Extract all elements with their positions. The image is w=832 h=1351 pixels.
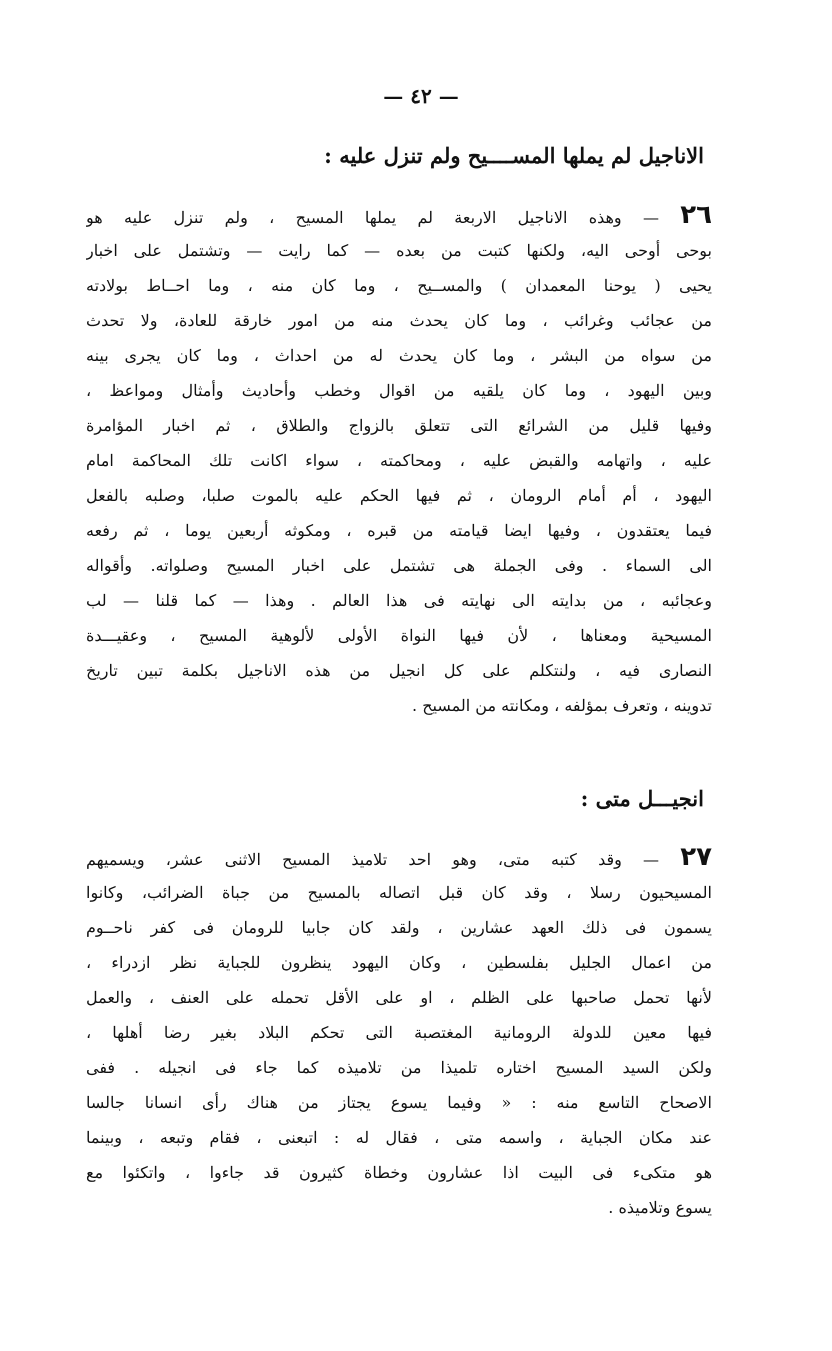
paragraph-number: ٢٦ — [680, 200, 712, 230]
paragraph-line: ولكن السيد المسيح اختاره تلميذا من تلاميذه كما جاء فى انجيله . ففى — [86, 1058, 712, 1077]
paragraph-line: اليهود ، أم أمام الرومان ، ثم فيها الحكم عليه بالموت صلبا، وصلبه بالفعل — [86, 486, 712, 505]
paragraph-line: المسيحية ومعناها ، لأن فيها النواة الأولى لألوهية المسيح ، وعقيـــدة — [86, 626, 712, 645]
paragraph-line: لأنها تحمل صاحبها على الظلم ، او على الأقل تحمله على العنف ، والعمل — [86, 988, 712, 1007]
paragraph-line: يحيى ( يوحنا المعمدان ) والمســيح ، وما كان منه ، وما احــاط بولادته — [86, 276, 712, 295]
paragraph-line: من سواه من البشر ، وما كان يحدث له من احداث ، وما كان يجرى بينه — [86, 346, 712, 365]
paragraph-line: هو متكىء فى البيت اذا عشارون وخطاة كثيرون قد جاءوا ، واتكئوا مع — [86, 1163, 712, 1182]
paragraph-first-line — [86, 198, 712, 233]
page-number: — ٤٢ — — [383, 84, 459, 108]
paragraph-line: عليه ، واتهامه والقبض عليه ، ومحاكمته ، سواء اكانت تلك المحاكمة امام — [86, 451, 712, 470]
paragraph-line: عند مكان الجباية ، واسمه متى ، فقال له : اتبعنى ، فقام وتبعه ، وبينما — [86, 1128, 712, 1147]
paragraph-line: فيما يعتقدون ، وفيها ايضا قيامته من قبره ، ومكوثه أربعين يوما ، ثم رفعه — [86, 521, 712, 540]
paragraph-line: وعجائبه ، من بدايته الى نهايته فى هذا العالم . وهذا — كما قلنا — لب — [86, 591, 712, 610]
section-title-gospels: الاناجيل لم يملها المســــيح ولم تنزل عليه : — [324, 143, 704, 168]
paragraph-line: من اعمال الجليل بفلسطين ، وكان اليهود ينظرون للجباية نظر ازدراء ، — [86, 953, 712, 972]
paragraph-27 — [86, 840, 712, 1225]
paragraph-line: الاصحاح التاسع منه : « وفيما يسوع يجتاز من هناك رأى انسانا جالسا — [86, 1093, 712, 1112]
paragraph-line: — وقد كتبه متى، وهو احد تلاميذ المسيح الاثنى عشر، ويسميهم — [86, 850, 681, 869]
paragraph-number: ٢٧ — [680, 842, 712, 872]
paragraph-26 — [86, 198, 712, 723]
paragraph-line: وبين اليهود ، وما كان يلقيه من اقوال وخطب وأحاديث وأمثال ومواعظ ، — [86, 381, 712, 400]
paragraph-line: الى السماء . وفى الجملة هى تشتمل على اخبار المسيح وصلواته. وأقواله — [86, 556, 712, 575]
paragraph-first-line — [86, 840, 712, 875]
paragraph-line: — وهذه الاناجيل الاربعة لم يملها المسيح ، ولم تنزل عليه هو — [86, 208, 681, 227]
paragraph-line: وفيها قليل من الشرائع التى تتعلق بالزواج والطلاق ، ثم اخبار المؤامرة — [86, 416, 712, 435]
paragraph-line: من عجائب وغرائب ، وما كان يحدث منه من امور خارقة للعادة، ولا تحدث — [86, 311, 712, 330]
paragraph-line: بوحى أوحى اليه، ولكنها كتبت من بعده — كما رايت — وتشتمل على اخبار — [86, 241, 712, 260]
paragraph-line: فيها معين للدولة الرومانية المغتصبة التى تحكم البلاد بغير رضا أهلها ، — [86, 1023, 712, 1042]
paragraph-line: يسمون فى ذلك العهد عشارين ، ولقد كان جابيا للرومان فى كفر ناحــوم — [86, 918, 712, 937]
paragraph-line: النصارى فيه ، ولنتكلم على كل انجيل من هذه الاناجيل بكلمة تبين تاريخ — [86, 661, 712, 680]
paragraph-line: المسيحيون رسلا ، وقد كان قبل اتصاله بالمسيح من جباة الضرائب، وكانوا — [86, 883, 712, 902]
paragraph-line: يسوع وتلاميذه . — [608, 1198, 712, 1217]
paragraph-line: تدوينه ، وتعرف بمؤلفه ، ومكانته من المسيح . — [412, 696, 712, 715]
section-title-matthew: انجيـــل متى : — [580, 786, 704, 811]
